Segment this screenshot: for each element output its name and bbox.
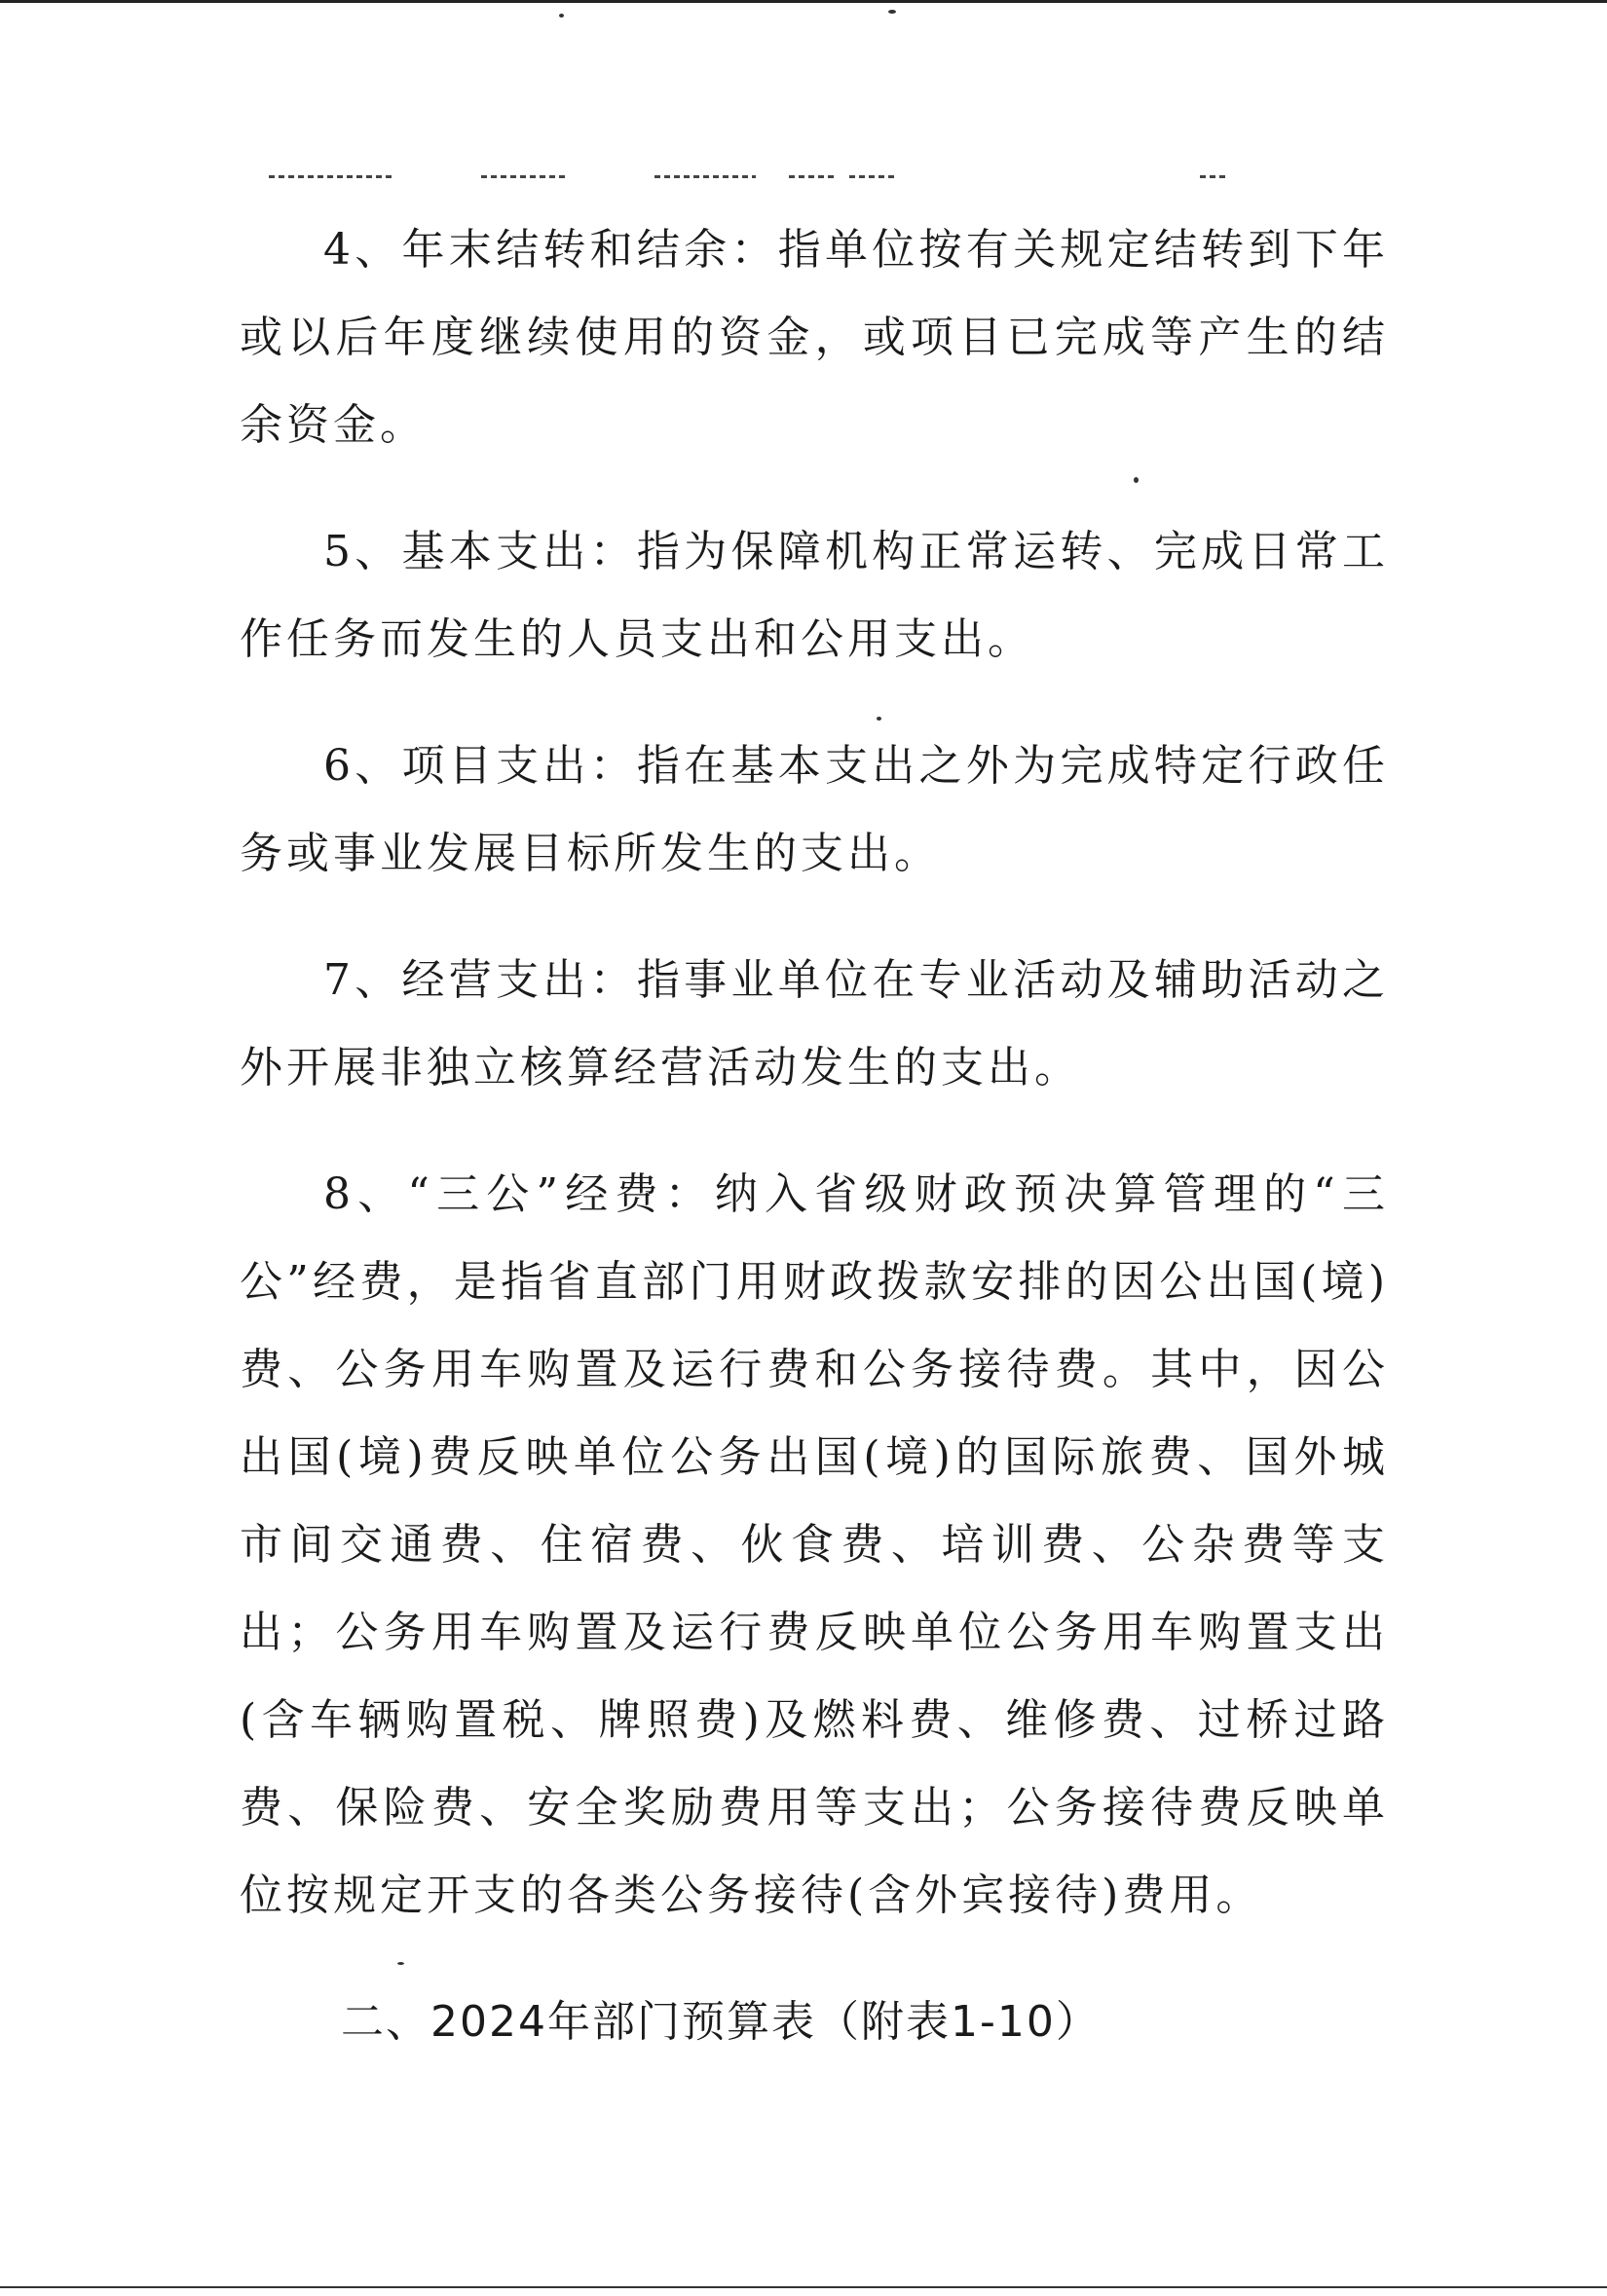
scan-artifact bbox=[269, 175, 393, 178]
definition-paragraph-7: 7、经营支出：指事业单位在专业活动及辅助活动之外开展非独立核算经营活动发生的支出。 bbox=[240, 955, 1389, 1092]
definition-paragraph-4: 4、年末结转和结余：指单位按有关规定结转到下年或以后年度继续使用的资金，或项目已完成等产生的结余资金。 bbox=[240, 225, 1389, 450]
scan-artifact bbox=[1200, 175, 1227, 178]
scan-edge-top bbox=[0, 0, 1607, 3]
scan-artifact bbox=[789, 175, 838, 178]
definition-paragraph-8: 8、“三公”经费：纳入省级财政预决算管理的“三公”经费，是指省直部门用财政拨款安排的因公出国(境)费、公务用车购置及运行费和公务接待费。其中，因公出国(境)费反映单位公务出国(境)的国际旅费、国外城市间交通费、住宿费、伙食费、培训费、公杂费等支出；公务用车购置及运行费反映单位公务用车购置支出(含车辆购置税、牌照费)及燃料费、维修费、过桥过路费、保险费、安全奖励费用等支出；公务接待费反映单位按规定开支的各类公务接待(含外宾接待)费用。 bbox=[240, 1169, 1389, 1920]
scan-speck bbox=[888, 10, 896, 14]
scan-edge-bottom bbox=[0, 2286, 1607, 2288]
definition-paragraph-6: 6、项目支出：指在基本支出之外为完成特定行政任务或事业发展目标所发生的支出。 bbox=[240, 741, 1389, 878]
scan-artifact bbox=[849, 175, 898, 178]
document-body bbox=[240, 206, 1389, 2066]
scan-speck bbox=[559, 14, 564, 18]
section-heading: 二、2024年部门预算表（附表1-10） bbox=[341, 1997, 1101, 2047]
scan-artifact bbox=[654, 175, 756, 178]
scan-artifact bbox=[481, 175, 569, 178]
definition-paragraph-5: 5、基本支出：指为保障机构正常运转、完成日常工作任务而发生的人员支出和公用支出。 bbox=[240, 527, 1389, 664]
